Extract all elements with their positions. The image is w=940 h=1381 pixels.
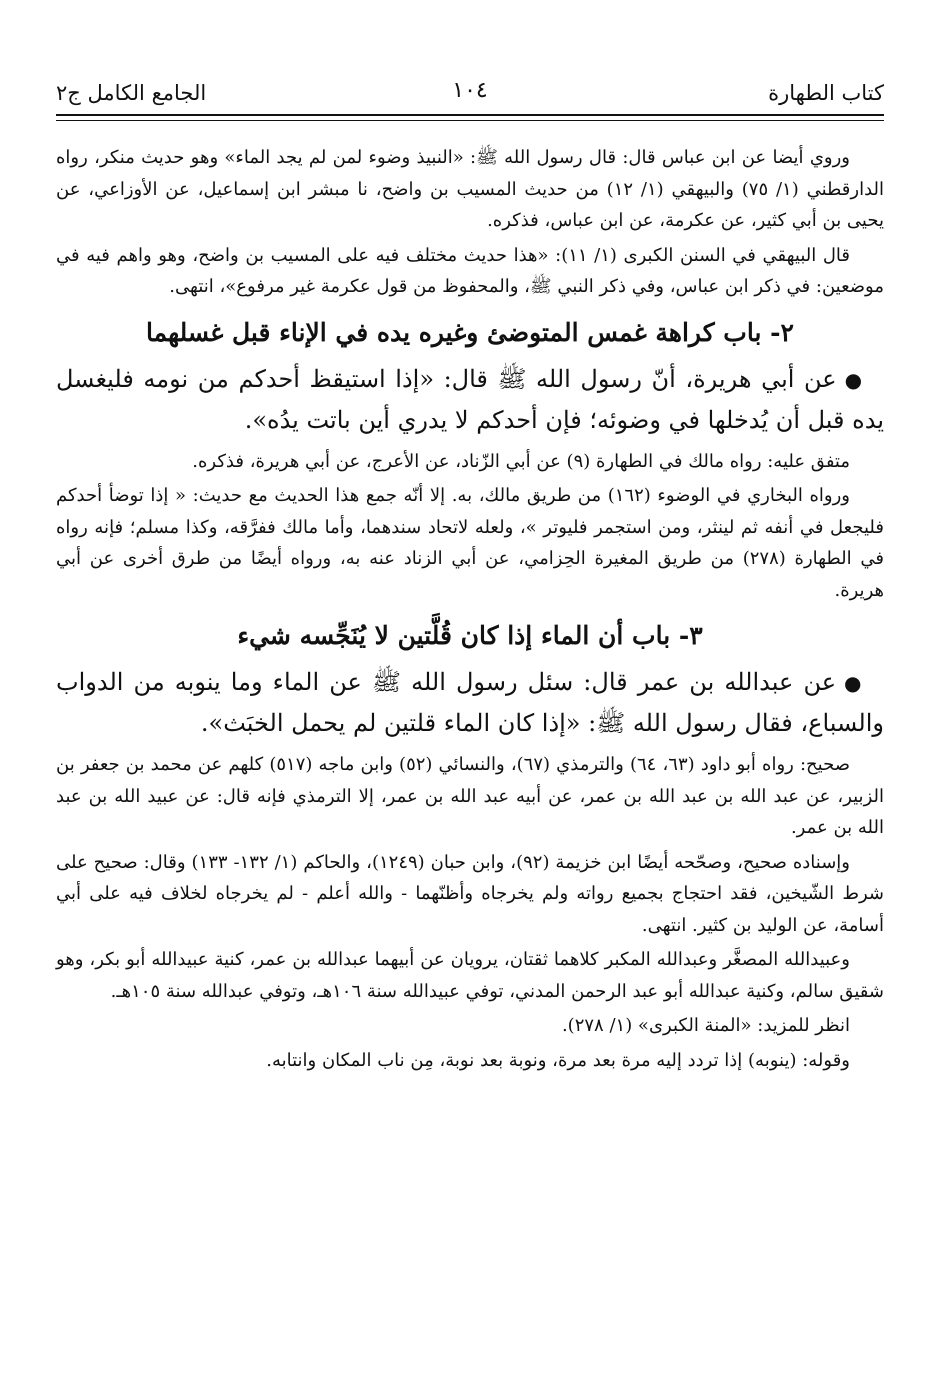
- paragraph-narrators: وعبيدالله المصغَّر وعبدالله المكبر كلاهما ثقتان، يرويان عن أبيهما عبدالله بن عمر، كنية عبيدالله أبو بكر، وهو شقيق سالم، وكنية عبدالله أبو عبد الرحمن المدني، توفي عبيدالله سنة ١٠٦هـ، وتوفي عبدالله سنة ١٠٥هـ.: [56, 949, 884, 1002]
- paragraph-takhrij-bukhari: ورواه البخاري في الوضوء (١٦٢) من طريق مالك، به. إلا أنّه جمع هذا الحديث مع حديث: « إذا توضأ أحدكم فليجعل في أنفه ثم لينثر، ومن استجمر فليوتر »، ولعله لاتحاد سندهما، وأما مالك ففرَّقه، وكذا مسلم؛ فإنه رواه في الطهارة (٢٧٨) من طريق المغيرة الحِزامي، عن أبي الزناد عنه به، ورواه أيضًا من طرق أخرى عن أبي هريرة.: [56, 485, 885, 601]
- paragraph-bayhaqi: قال البيهقي في السنن الكبرى (١/ ١١): «هذا حديث مختلف فيه على المسيب بن واضح، وهو واهم فيه في موضعين: في ذكر ابن عباس، وفي ذكر النبي ﷺ، والمحفوظ من قول عكرمة غير مرفوع»، انتهى.: [56, 244, 884, 297]
- page-body: [56, 120, 884, 1076]
- book-title: الجامع الكامل ج٢: [56, 81, 207, 105]
- hadith-abdullah-ibn-umar: [56, 662, 884, 743]
- section-heading-2: ٢- باب كراهة غمس المتوضئ وغيره يده في الإناء قبل غسلهما: [146, 317, 794, 347]
- paragraph-takhrij-sahih: صحيح: رواه أبو داود (٦٣، ٦٤) والترمذي (٦٧)، والنسائي (٥٢) وابن ماجه (٥١٧) كلهم عن محمد بن جعفر بن الزبير، عن عبد الله بن عبد الله بن عمر، عن أبيه عبد الله بن عمر، إلا الترمذي فإنه قال: عن عبيد الله بن عبد الله بن عمر.: [56, 754, 884, 838]
- paragraph-takhrij-malik: متفق عليه: رواه مالك في الطهارة (٩) عن أبي الزّناد، عن الأعرج، عن أبي هريرة، فذكره.: [192, 450, 850, 472]
- paragraph-isnad: وإسناده صحيح، وصحّحه أيضًا ابن خزيمة (٩٢)، وابن حبان (١٢٤٩)، والحاكم (١/ ١٣٢- ١٣٣) وقال: صحيح على شرط الشّيخين، فقد احتجاج بجميع رواته ولم يخرجاه وأظنّهما - والله أعلم - لم يخرجاه لخلاف فيه على أبي أسامة، عن الوليد بن كثير. انتهى.: [56, 851, 884, 936]
- header-rule-thick: [56, 114, 884, 116]
- section-heading-3: ٣- باب أن الماء إذا كان قُلَّتين لا يُنَجِّسه شيء: [237, 621, 703, 650]
- bullet-icon: ●: [844, 367, 865, 392]
- hadith-abu-hurayra: [56, 359, 884, 440]
- chapter-title: كتاب الطهارة: [768, 81, 884, 105]
- paragraph-ibn-abbas: وروي أيضا عن ابن عباس قال: قال رسول الله ﷺ: «النبيذ وضوء لمن لم يجد الماء» وهو حديث منكر، رواه الدارقطني (١/ ٧٥) والبيهقي (١/ ١٢) من حديث المسيب بن واضح، نا مبشر ابن إسماعيل، عن الأوزاعي، عن يحيى بن أبي كثير، عن عكرمة، عن ابن عباس، فذكره.: [56, 147, 885, 231]
- paragraph-definition: وقوله: (ينوبه) إذا تردد إليه مرة بعد مرة، ونوبة بعد نوبة، مِن ناب المكان وانتابه.: [266, 1049, 850, 1071]
- hadith-text: عن أبي هريرة، أنّ رسول الله ﷺ قال: «إذا استيقظ أحدكم من نومه فليغسل يده قبل أن يُدخلها في وضوئه؛ فإن أحدكم لا يدري أين باتت يدُه».: [56, 364, 884, 434]
- header-rule-thin: [56, 120, 884, 121]
- page-header: [56, 0, 884, 120]
- bullet-icon: ●: [844, 671, 864, 695]
- paragraph-see-more: انظر للمزيد: «المنة الكبرى» (١/ ٢٧٨).: [561, 1015, 850, 1036]
- hadith-text: عن عبدالله بن عمر قال: سئل رسول الله ﷺ عن الماء وما ينوبه من الدواب والسباع، فقال رسول الله ﷺ: «إذا كان الماء قلتين لم يحمل الخبَث».: [56, 668, 884, 737]
- page-number: ١٠٤: [452, 78, 488, 103]
